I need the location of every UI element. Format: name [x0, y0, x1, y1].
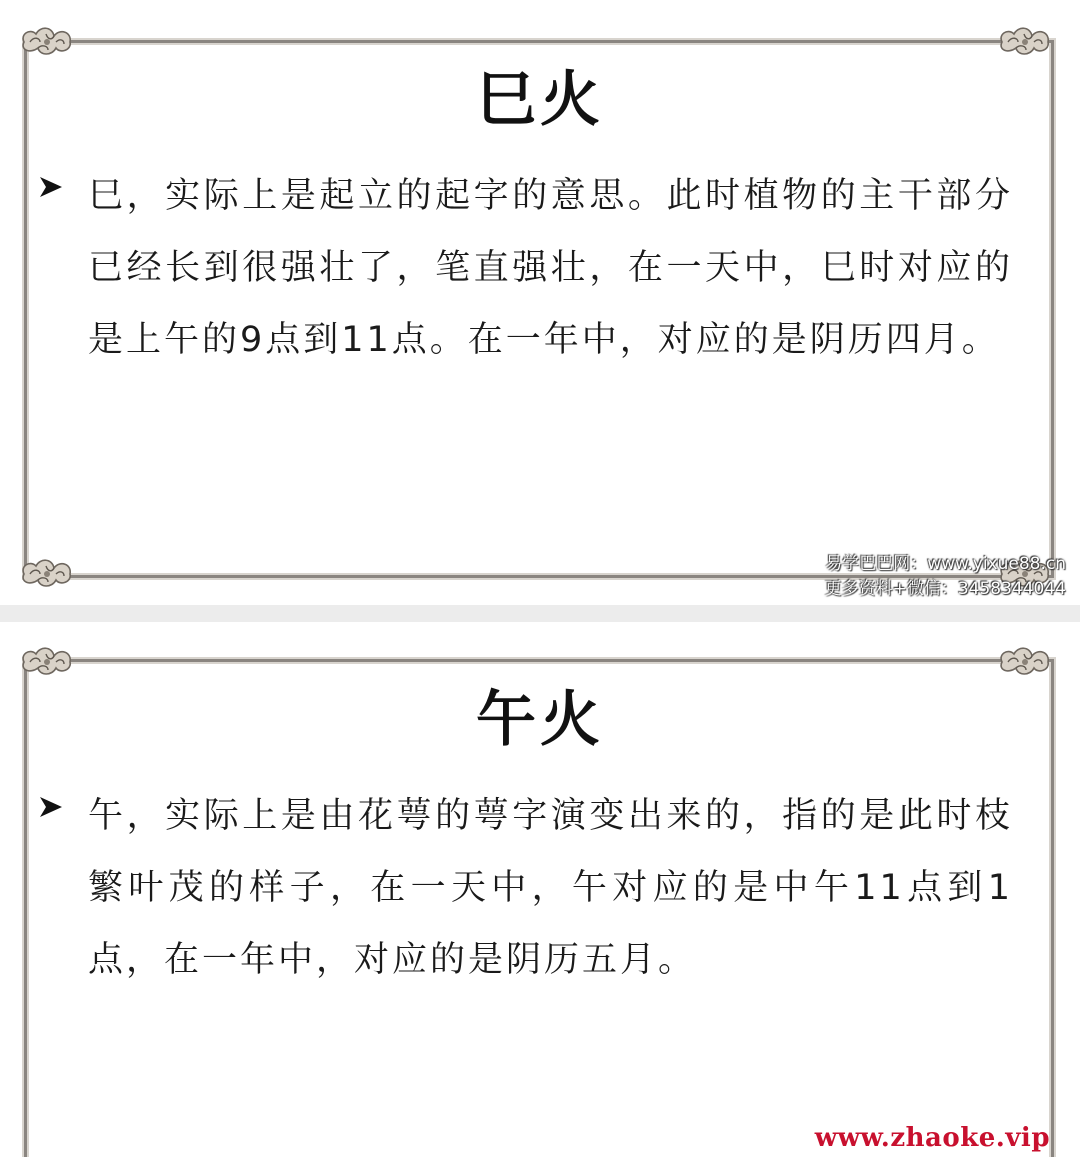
bullet-item — [38, 160, 1013, 376]
watermark-line-site: 易学巴巴网：www.yixue88.cn — [825, 554, 1066, 574]
slide-title: 午火 — [476, 685, 604, 755]
watermark-text — [825, 552, 1066, 602]
bullet-text: 午，实际上是由花萼的萼字演变出来的，指的是此时枝繁叶茂的样子，在一天中，午对应的是中午11点到1点，在一年中，对应的是阴历五月。 — [88, 796, 1013, 980]
watermark-site-link[interactable]: www.zhaoke.vip — [814, 1123, 1050, 1153]
bullet-text: 巳，实际上是起立的起字的意思。此时植物的主干部分 已经长到很强壮了，笔直强壮，在一天中，巳时对应的是上午的9点到11点。在一年中，对应的是阴历四月。 — [88, 176, 1013, 360]
ornament-icon — [16, 552, 78, 592]
watermark-line-wechat: 更多资料+微信：3458344044 — [824, 579, 1066, 599]
bullet-item — [38, 780, 1013, 996]
arrow-bullet-icon — [38, 174, 64, 200]
slide-title: 巳火 — [476, 65, 604, 135]
arrow-bullet-icon — [38, 794, 64, 820]
